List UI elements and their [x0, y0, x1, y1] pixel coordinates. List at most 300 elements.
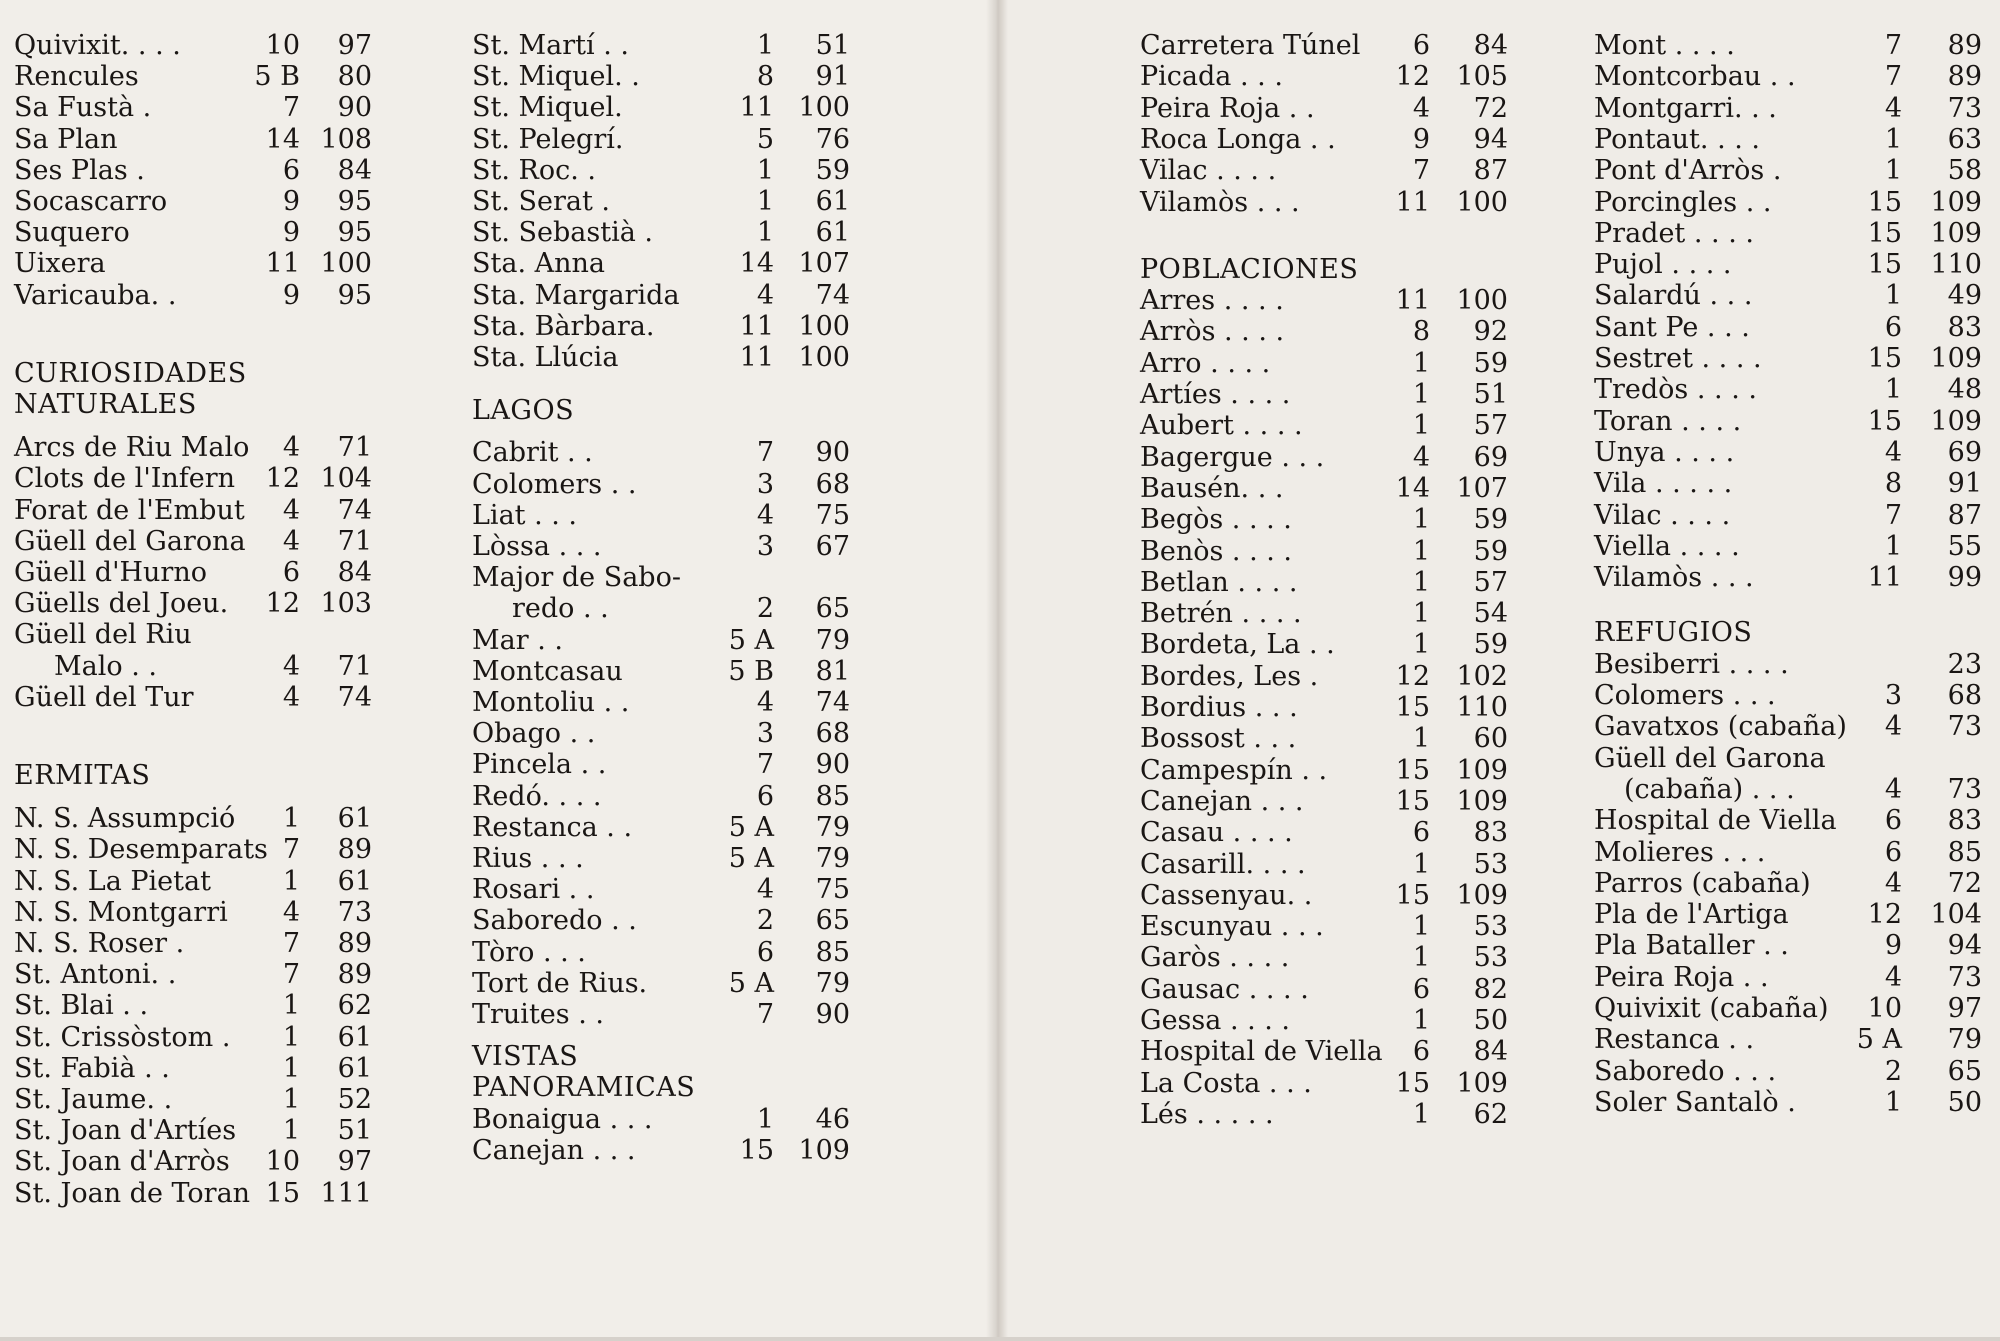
- entry-page-number: 109: [1930, 343, 1982, 374]
- entry-zone: 1: [1884, 374, 1902, 406]
- index-entry: [14, 1053, 384, 1084]
- entry-zone: 7: [756, 749, 774, 781]
- index-entry: [1594, 711, 1994, 742]
- entry-page-number: 61: [337, 1052, 372, 1084]
- entry-zone: 4: [282, 650, 300, 682]
- entry-zone: 1: [1412, 410, 1430, 442]
- entry-name: Colomers . . .: [1594, 680, 1776, 711]
- entry-page-number: 54: [1473, 598, 1508, 630]
- entry-page-number: 109: [1456, 754, 1508, 786]
- entry-zone: 11: [1395, 285, 1430, 317]
- index-entry: [1594, 837, 1994, 868]
- entry-page-number: 95: [337, 186, 372, 217]
- entry-zone: 4: [1884, 773, 1902, 805]
- entry-name: Sa Fustà .: [14, 92, 152, 124]
- entry-page-number: 74: [337, 494, 372, 526]
- entry-name: Sta. Llúcia: [472, 342, 619, 373]
- section-heading-panoramicas: PANORAMICAS: [472, 1072, 696, 1104]
- entry-zone: 1: [1884, 1086, 1902, 1118]
- entry-name: Garòs . . . .: [1140, 942, 1290, 974]
- entry-page-number: 79: [815, 624, 850, 656]
- entry-name: Socascarro: [14, 186, 168, 217]
- entry-name: St. Fabià . .: [14, 1052, 170, 1084]
- entry-name: Gausac . . . .: [1140, 973, 1309, 1005]
- entry-name: Pla Bataller . .: [1594, 930, 1789, 962]
- entry-name: Arres . . . .: [1140, 285, 1284, 317]
- entry-zone: 15: [1867, 343, 1902, 374]
- entry-zone: 4: [756, 279, 774, 311]
- entry-zone: 15: [1395, 785, 1430, 817]
- index-entry: [14, 248, 384, 279]
- index-entry: [1594, 962, 1994, 993]
- entry-name: Güell del Riu: [14, 619, 192, 651]
- index-entry: [14, 1178, 384, 1209]
- entry-page-number: 74: [815, 687, 850, 718]
- entry-zone: 1: [1412, 1098, 1430, 1130]
- entry-name: Lòssa . . .: [472, 531, 602, 562]
- entry-name: Vilamòs . . .: [1594, 562, 1754, 594]
- index-entry: [1140, 1036, 1516, 1067]
- entry-page-number: 80: [337, 61, 372, 93]
- entry-name: Cassenyau. .: [1140, 879, 1313, 911]
- entry-zone: 15: [265, 1177, 300, 1209]
- entry-zone: 6: [756, 780, 774, 812]
- section-heading-lagos: LAGOS: [472, 395, 575, 427]
- entry-page-number: 83: [1947, 311, 1982, 343]
- index-entry: [1594, 930, 1994, 961]
- index-entry: [14, 557, 384, 588]
- entry-name: Molieres . . .: [1594, 836, 1766, 868]
- index-entry: [14, 495, 384, 526]
- entry-page-number: 65: [815, 905, 850, 937]
- entry-page-number: 51: [337, 1115, 372, 1147]
- entry-zone: 10: [265, 30, 300, 61]
- entry-name: Campespín . .: [1140, 754, 1328, 786]
- entry-name: St. Joan de Toran: [14, 1177, 251, 1209]
- entry-page-number: 99: [1947, 562, 1982, 594]
- entry-zone: 1: [1412, 347, 1430, 379]
- entry-zone: 14: [265, 123, 300, 155]
- entry-name: Rencules: [14, 61, 139, 93]
- entry-zone: 15: [1867, 405, 1902, 437]
- index-entry: [472, 155, 858, 186]
- index-entry: [1140, 598, 1516, 629]
- entry-name: St. Crissòstom .: [14, 1021, 231, 1053]
- entry-zone: 1: [1884, 280, 1902, 312]
- entry-name: Roca Longa . .: [1140, 123, 1336, 155]
- entry-name: Artíes . . . .: [1140, 379, 1291, 410]
- entry-page-number: 105: [1456, 61, 1508, 93]
- entry-name: Begòs . . . .: [1140, 504, 1292, 536]
- entry-page-number: 89: [337, 834, 372, 866]
- entry-page-number: 50: [1473, 1005, 1508, 1036]
- entry-zone: 12: [1395, 660, 1430, 692]
- index-entry: [1140, 974, 1516, 1005]
- index-entry: [472, 437, 858, 468]
- entry-page-number: 109: [1456, 879, 1508, 911]
- entry-page-number: 111: [320, 1177, 372, 1209]
- index-entry: [14, 186, 384, 217]
- entry-page-number: 94: [1947, 930, 1982, 962]
- entry-zone: 12: [265, 463, 300, 495]
- entry-page-number: 89: [337, 959, 372, 991]
- entry-zone: 7: [282, 959, 300, 991]
- entry-page-number: 97: [1947, 993, 1982, 1024]
- entry-name: La Costa . . .: [1140, 1067, 1312, 1099]
- entry-zone: 11: [265, 248, 300, 280]
- index-entry: [1140, 30, 1516, 61]
- entry-name: Bordius . . .: [1140, 692, 1298, 723]
- index-entry: [472, 905, 858, 936]
- entry-page-number: 23: [1947, 648, 1982, 680]
- index-entry: [14, 61, 384, 92]
- entry-page-number: 49: [1947, 280, 1982, 312]
- entry-page-number: 61: [337, 865, 372, 897]
- index-entry: [1594, 249, 1994, 280]
- entry-zone: 1: [282, 865, 300, 897]
- entry-page-number: 48: [1947, 374, 1982, 406]
- entry-name: Montcorbau . .: [1594, 61, 1796, 93]
- entry-name: Hospital de Viella: [1594, 805, 1837, 837]
- index-entry: [1594, 312, 1994, 343]
- entry-page-number: 59: [1473, 347, 1508, 379]
- index-entry: [1594, 1024, 1994, 1055]
- index-entry: [472, 593, 858, 624]
- entry-name: Mar . .: [472, 624, 563, 656]
- index-entry: [14, 432, 384, 463]
- entry-page-number: 73: [337, 896, 372, 928]
- entry-zone: 7: [282, 928, 300, 959]
- entry-name: Sa Plan: [14, 123, 118, 155]
- entry-zone: 1: [282, 1021, 300, 1053]
- index-entry: [1140, 849, 1516, 880]
- index-entry: [1594, 805, 1994, 836]
- index-entry: [472, 1135, 858, 1166]
- entry-name: Pujol . . . .: [1594, 249, 1732, 281]
- index-entry: [14, 588, 384, 619]
- entry-page-number: 57: [1473, 566, 1508, 598]
- index-entry: [14, 834, 384, 865]
- index-entry: [14, 217, 384, 248]
- entry-zone: 14: [739, 248, 774, 280]
- index-entry: [1594, 1087, 1994, 1118]
- entry-zone: 4: [282, 432, 300, 464]
- entry-zone: 15: [1867, 217, 1902, 249]
- entry-name: N. S. Assumpció: [14, 803, 236, 835]
- entry-page-number: 61: [815, 186, 850, 217]
- index-entry: [472, 92, 858, 123]
- entry-name: Saboredo . .: [472, 905, 637, 937]
- index-entry: [14, 124, 384, 155]
- entry-name: Vilac . . . .: [1140, 155, 1277, 187]
- entry-zone: 4: [1884, 92, 1902, 124]
- entry-zone: 1: [1884, 155, 1902, 187]
- entry-name: Vilac . . . .: [1594, 499, 1731, 531]
- entry-zone: 8: [756, 61, 774, 93]
- entry-name: Porcingles . .: [1594, 186, 1772, 218]
- entry-page-number: 104: [320, 463, 372, 495]
- entry-name: Viella . . . .: [1594, 530, 1740, 562]
- entry-page-number: 100: [320, 248, 372, 280]
- index-entry: [14, 990, 384, 1021]
- entry-zone: 1: [756, 154, 774, 186]
- entry-name: St. Joan d'Artíes: [14, 1115, 237, 1147]
- entry-page-number: 63: [1947, 123, 1982, 155]
- entry-zone: 1: [756, 1103, 774, 1135]
- index-entry: [472, 937, 858, 968]
- index-entry: [472, 781, 858, 812]
- entry-page-number: 89: [1947, 30, 1982, 61]
- entry-page-number: 102: [1456, 660, 1508, 692]
- entry-name: St. Blai . .: [14, 990, 149, 1022]
- entry-zone: 6: [1412, 30, 1430, 61]
- entry-page-number: 100: [1456, 285, 1508, 317]
- entry-name: Aubert . . . .: [1140, 410, 1303, 442]
- entry-page-number: 59: [1473, 504, 1508, 536]
- entry-zone: 4: [1884, 711, 1902, 743]
- index-entry: [1140, 155, 1516, 186]
- entry-page-number: 91: [1947, 468, 1982, 500]
- entry-zone: 4: [282, 681, 300, 713]
- index-entry: [472, 342, 858, 373]
- index-entry: [1140, 755, 1516, 786]
- entry-zone: 3: [1884, 680, 1902, 711]
- entry-zone: 2: [1884, 1055, 1902, 1087]
- section-heading-curiosidades: CURIOSIDADES: [14, 357, 247, 389]
- entry-page-number: 62: [337, 990, 372, 1022]
- entry-name: N. S. La Pietat: [14, 865, 211, 897]
- entry-page-number: 107: [798, 248, 850, 280]
- entry-name: Rosari . .: [472, 874, 595, 906]
- index-entry: [14, 30, 384, 61]
- entry-page-number: 79: [1947, 1024, 1982, 1056]
- entry-name: Colomers . .: [472, 468, 637, 500]
- entry-zone: 1: [1884, 123, 1902, 155]
- entry-name: Vila . . . . .: [1594, 468, 1733, 500]
- entry-zone: 5 A: [1856, 1024, 1902, 1056]
- index-entry: [1140, 817, 1516, 848]
- entry-name: Arcs de Riu Malo: [14, 432, 250, 464]
- entry-zone: 1: [756, 217, 774, 249]
- entry-page-number: 82: [1473, 973, 1508, 1005]
- index-entry: [14, 803, 384, 834]
- entry-zone: 3: [756, 718, 774, 750]
- entry-zone: 1: [282, 1084, 300, 1115]
- entry-zone: 10: [1867, 993, 1902, 1024]
- entry-zone: 11: [1867, 562, 1902, 594]
- entry-name: Arro . . . .: [1140, 347, 1271, 379]
- page-bottom-edge: [0, 1337, 2000, 1341]
- entry-page-number: 95: [337, 279, 372, 311]
- index-entry: [472, 968, 858, 999]
- entry-page-number: 79: [815, 967, 850, 999]
- entry-page-number: 100: [798, 92, 850, 124]
- entry-zone: 1: [756, 30, 774, 61]
- entry-zone: 5 B: [254, 61, 300, 93]
- entry-zone: 12: [265, 588, 300, 620]
- entry-zone: 6: [1884, 836, 1902, 868]
- index-entry: [472, 749, 858, 780]
- entry-zone: 7: [282, 92, 300, 124]
- entry-page-number: 81: [815, 655, 850, 687]
- index-entry: [1594, 280, 1994, 311]
- entry-name: N. S. Desemparats: [14, 834, 268, 866]
- entry-name: St. Jaume. .: [14, 1084, 173, 1115]
- entry-page-number: 73: [1947, 961, 1982, 993]
- index-entry: [1140, 473, 1516, 504]
- entry-name: Bordes, Les .: [1140, 660, 1319, 692]
- left-page: [0, 0, 994, 1341]
- entry-name: Obago . .: [472, 718, 596, 750]
- index-entry: [1594, 124, 1994, 155]
- index-entry: [1140, 692, 1516, 723]
- entry-page-number: 59: [1473, 535, 1508, 567]
- entry-name: Sta. Anna: [472, 248, 605, 280]
- entry-zone: 11: [739, 92, 774, 124]
- index-entry: [1594, 468, 1994, 499]
- entry-page-number: 110: [1930, 249, 1982, 281]
- entry-zone: 9: [282, 217, 300, 249]
- index-entry: [1594, 649, 1994, 680]
- index-entry: [1594, 868, 1994, 899]
- index-entry: [1594, 993, 1994, 1024]
- entry-page-number: 87: [1947, 499, 1982, 531]
- index-entry: [1140, 442, 1516, 473]
- entry-page-number: 61: [337, 803, 372, 835]
- entry-page-number: 90: [337, 92, 372, 124]
- entry-zone: 11: [1395, 186, 1430, 218]
- entry-name: Quivixit (cabaña): [1594, 993, 1829, 1024]
- index-entry: [472, 280, 858, 311]
- entry-page-number: 110: [1456, 692, 1508, 723]
- index-entry: [1594, 1056, 1994, 1087]
- entry-zone: 6: [1884, 805, 1902, 837]
- entry-zone: 15: [1395, 879, 1430, 911]
- section-heading-vistas: VISTAS: [472, 1041, 579, 1073]
- index-entry: [14, 463, 384, 494]
- index-entry: [1140, 348, 1516, 379]
- entry-name: Peira Roja . .: [1140, 92, 1315, 124]
- entry-page-number: 79: [815, 843, 850, 874]
- index-entry: [14, 1115, 384, 1146]
- entry-page-number: 84: [337, 557, 372, 588]
- entry-page-number: 58: [1947, 155, 1982, 187]
- entry-name: St. Antoni. .: [14, 959, 177, 991]
- entry-page-number: 75: [815, 874, 850, 906]
- entry-name: Restanca . .: [472, 811, 633, 843]
- index-entry: [472, 625, 858, 656]
- index-entry: [472, 61, 858, 92]
- entry-name: Pla de l'Artiga: [1594, 899, 1789, 931]
- entry-zone: 1: [1412, 848, 1430, 880]
- entry-zone: 5: [756, 123, 774, 155]
- entry-zone: 7: [756, 437, 774, 469]
- entry-name: Besiberri . . . .: [1594, 648, 1789, 680]
- entry-page-number: 109: [1930, 217, 1982, 249]
- entry-name: redo . .: [512, 593, 609, 625]
- entry-page-number: 83: [1473, 817, 1508, 849]
- entry-zone: 15: [1867, 186, 1902, 218]
- index-entry: [472, 248, 858, 279]
- entry-page-number: 104: [1930, 899, 1982, 931]
- index-entry: [14, 526, 384, 557]
- index-entry: [1140, 285, 1516, 316]
- index-entry: [14, 897, 384, 928]
- entry-zone: 6: [1412, 1036, 1430, 1068]
- entry-zone: 8: [1884, 468, 1902, 500]
- entry-zone: 9: [282, 279, 300, 311]
- entry-name: Pradet . . . .: [1594, 217, 1754, 249]
- index-entry: [472, 186, 858, 217]
- index-entry: [1140, 567, 1516, 598]
- entry-name: Bagergue . . .: [1140, 441, 1325, 473]
- index-entry: [1140, 661, 1516, 692]
- entry-page-number: 62: [1473, 1098, 1508, 1130]
- entry-page-number: 90: [815, 749, 850, 781]
- entry-name: Güell del Garona: [14, 525, 246, 557]
- entry-name: St. Serat .: [472, 186, 611, 217]
- index-entry: [1140, 629, 1516, 660]
- entry-name: St. Sebastià .: [472, 217, 653, 249]
- entry-name: Bonaigua . . .: [472, 1103, 653, 1135]
- index-entry: [1594, 187, 1994, 218]
- entry-name: Güell del Garona: [1594, 742, 1826, 774]
- entry-zone: 15: [739, 1134, 774, 1166]
- entry-page-number: 109: [1930, 186, 1982, 218]
- entry-name: N. S. Montgarri: [14, 896, 228, 928]
- index-entry: [1140, 187, 1516, 218]
- index-entry: [472, 124, 858, 155]
- index-entry: [1140, 1005, 1516, 1036]
- entry-zone: 4: [1884, 867, 1902, 899]
- entry-zone: 12: [1395, 61, 1430, 93]
- entry-page-number: 52: [337, 1084, 372, 1115]
- index-entry: [14, 1084, 384, 1115]
- index-entry: [14, 1022, 384, 1053]
- index-entry: [1594, 93, 1994, 124]
- entry-name: Sta. Bàrbara.: [472, 310, 655, 342]
- entry-name: Güell d'Hurno: [14, 557, 207, 588]
- entry-page-number: 109: [798, 1134, 850, 1166]
- entry-name: Varicauba. .: [14, 279, 177, 311]
- index-entry: [14, 682, 384, 713]
- index-entry: [14, 928, 384, 959]
- index-entry: [472, 562, 858, 593]
- entry-name: Bausén. . .: [1140, 472, 1284, 504]
- entry-name: Clots de l'Infern: [14, 463, 236, 495]
- entry-page-number: 83: [1947, 805, 1982, 837]
- right-page: [994, 0, 2000, 1341]
- entry-zone: 15: [1395, 1067, 1430, 1099]
- entry-page-number: 74: [815, 279, 850, 311]
- entry-name: Major de Sabo-: [472, 562, 681, 594]
- entry-page-number: 69: [1473, 441, 1508, 473]
- entry-zone: 1: [282, 990, 300, 1022]
- entry-zone: 10: [265, 1146, 300, 1178]
- entry-zone: 7: [1884, 61, 1902, 93]
- entry-page-number: 97: [337, 30, 372, 61]
- index-entry: [1140, 911, 1516, 942]
- entry-name: N. S. Roser .: [14, 928, 185, 959]
- entry-page-number: 53: [1473, 942, 1508, 974]
- entry-page-number: 109: [1456, 785, 1508, 817]
- entry-zone: 1: [1412, 598, 1430, 630]
- entry-zone: 9: [282, 186, 300, 217]
- entry-page-number: 50: [1947, 1086, 1982, 1118]
- entry-name: Liat . . .: [472, 499, 578, 531]
- index-entry: [1140, 1099, 1516, 1130]
- entry-name: (cabaña) . . .: [1624, 773, 1795, 805]
